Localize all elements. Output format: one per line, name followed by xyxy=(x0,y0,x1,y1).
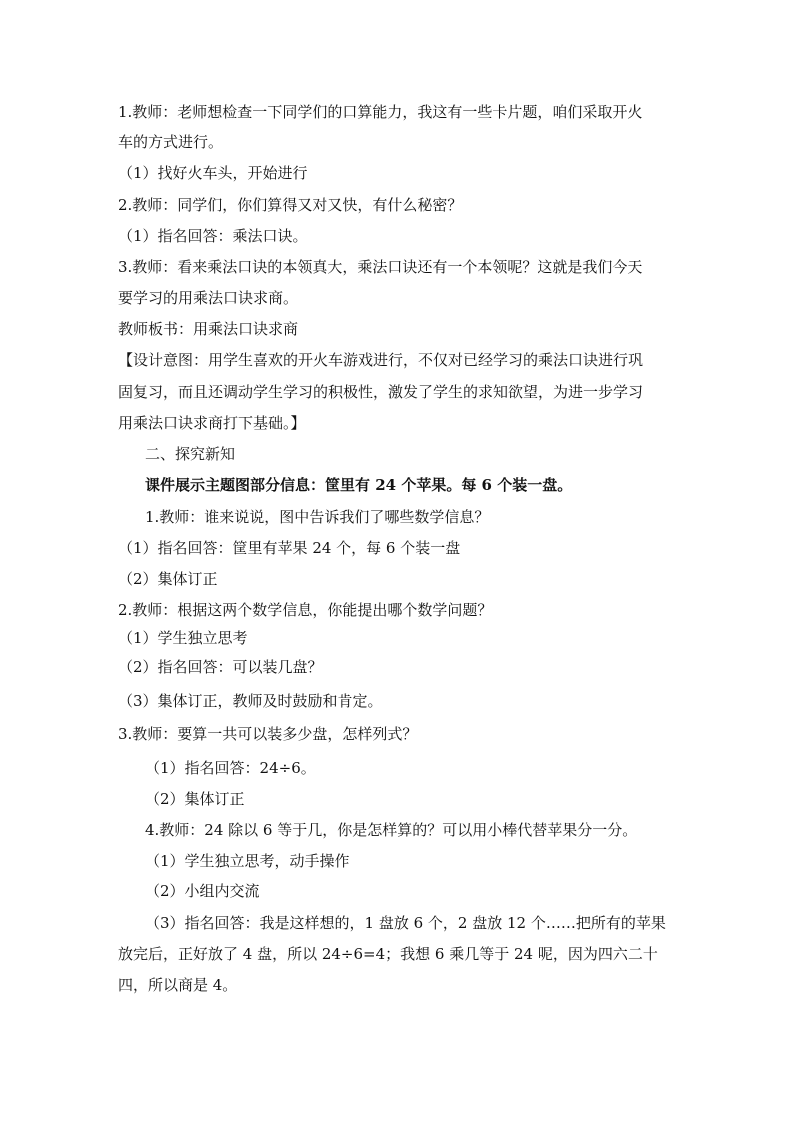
text-line: 3.教师：要算一共可以装多少盘，怎样列式？ xyxy=(118,725,418,743)
text-line: 3.教师：看来乘法口诀的本领真大，乘法口诀还有一个本领呢？这就是我们今天 xyxy=(118,258,643,276)
section-heading: 二、探究新知 xyxy=(145,445,236,463)
text-line: 教师板书：用乘法口诀求商 xyxy=(118,320,299,338)
text-line: （2）集体订正 xyxy=(145,790,245,808)
design-intent-line: 用乘法口诀求商打下基础。】 xyxy=(118,414,306,432)
text-line: （1）学生独立思考 xyxy=(118,629,248,647)
design-intent-line: 固复习，而且还调动学生学习的积极性，激发了学生的求知欲望，为进一步学习 xyxy=(118,383,644,401)
text-line: 要学习的用乘法口诀求商。 xyxy=(118,289,299,307)
text-line: 2.教师：根据这两个数学信息，你能提出哪个数学问题？ xyxy=(118,601,493,619)
text-line: （1）找好火车头，开始进行 xyxy=(118,164,308,182)
courseware-info: 课件展示主题图部分信息：筐里有 24 个苹果。每 6 个装一盘。 xyxy=(145,476,573,494)
text-line: （1）指名回答：24÷6。 xyxy=(145,759,316,777)
text-line: （3）指名回答：我是这样想的，1 盘放 6 个，2 盘放 12 个……把所有的苹果 xyxy=(145,914,666,932)
design-intent-line: 【设计意图：用学生喜欢的开火车游戏进行，不仅对已经学习的乘法口诀进行巩 xyxy=(118,351,644,369)
text-line: 1.教师：老师想检查一下同学们的口算能力，我这有一些卡片题，咱们采取开火 xyxy=(118,103,643,121)
text-line: 车的方式进行。 xyxy=(118,133,224,151)
text-line: （3）集体订正，教师及时鼓励和肯定。 xyxy=(118,692,383,710)
text-line: （2）指名回答：可以装几盘？ xyxy=(118,658,323,676)
text-line: 2.教师：同学们，你们算得又对又快，有什么秘密？ xyxy=(118,196,463,214)
text-line: （1）指名回答：乘法口诀。 xyxy=(118,227,308,245)
text-line: 放完后，正好放了 4 盘，所以 24÷6=4；我想 6 乘几等于 24 呢，因为四六二十 xyxy=(118,945,658,963)
text-line: （1）指名回答：筐里有苹果 24 个，每 6 个装一盘 xyxy=(118,539,461,557)
text-line: （2）小组内交流 xyxy=(145,882,260,900)
text-line: 四，所以商是 4。 xyxy=(118,976,238,994)
text-line: 4.教师：24 除以 6 等于几，你是怎样算的？可以用小棒代替苹果分一分。 xyxy=(145,821,638,839)
text-line: （1）学生独立思考，动手操作 xyxy=(145,852,350,870)
text-line: 1.教师：谁来说说，图中告诉我们了哪些数学信息？ xyxy=(145,508,490,526)
text-line: （2）集体订正 xyxy=(118,570,218,588)
